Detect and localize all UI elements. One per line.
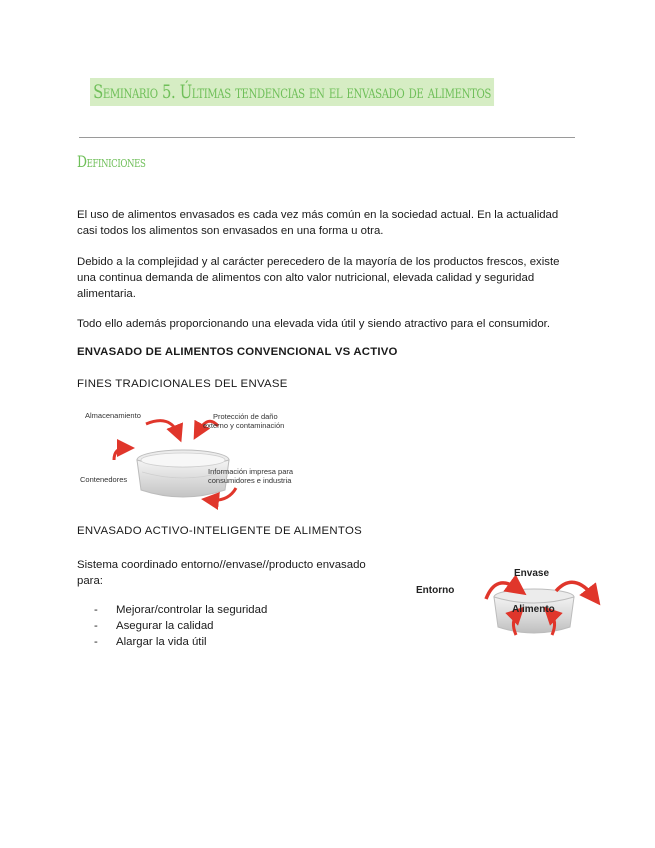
list-item: - Asegurar la calidad — [92, 618, 267, 634]
paragraph-2: Debido a la complejidad y al carácter perecedero de la mayoría de los productos frescos, existe una continua demanda de alimentos con alto valor nutricional, elevada calidad y seguridad alimentaria. — [77, 256, 560, 300]
heading-fines-tradicionales: FINES TRADICIONALES DEL ENVASE — [77, 378, 288, 390]
list-item: - Alargar la vida útil — [92, 634, 267, 650]
arrow-contenedores-icon — [114, 448, 126, 460]
label-entorno: Entorno — [416, 585, 455, 596]
paragraph-3: Todo ello además proporcionando una elevada vida útil y siendo atractivo para el consumidor. — [77, 318, 551, 330]
label-envase: Envase — [514, 568, 550, 579]
figure-fines-envase — [78, 404, 328, 514]
heading-convencional-vs-activo: ENVASADO DE ALIMENTOS CONVENCIONAL VS ACTIVO — [77, 346, 398, 358]
objectives-list — [92, 602, 267, 650]
paragraph-1: El uso de alimentos envasados es cada vez más común en la sociedad actual. En la actualidad casi todos los alimentos son envasados en una forma u otra. — [77, 209, 559, 237]
label-informacion-1: Información impresa para — [208, 467, 294, 476]
label-almacenamiento: Almacenamiento — [85, 411, 141, 420]
section-heading-definiciones: Definiciones — [77, 152, 146, 171]
list-item: - Mejorar/controlar la seguridad — [92, 602, 267, 618]
arrow-almacenamiento-icon — [146, 421, 178, 434]
heading-envasado-activo: ENVASADO ACTIVO-INTELIGENTE DE ALIMENTOS — [77, 525, 363, 537]
title-container — [90, 78, 565, 110]
label-alimento: Alimento — [512, 604, 555, 615]
active-packaging-diagram-image — [414, 565, 604, 645]
title-divider — [79, 137, 575, 138]
sistema-coordinado-text: Sistema coordinado entorno//envase//producto envasado para: — [77, 559, 366, 587]
page-title: Seminario 5. Últimas tendencias en el envasado de alimentos — [90, 78, 494, 106]
label-informacion-2: consumidores e industria — [208, 476, 292, 485]
figure-envasado-activo — [414, 565, 604, 645]
label-proteccion-1: Protección de daño — [213, 412, 278, 421]
label-proteccion-2: externo y contaminación — [203, 421, 285, 430]
label-contenedores: Contenedores — [80, 475, 128, 484]
